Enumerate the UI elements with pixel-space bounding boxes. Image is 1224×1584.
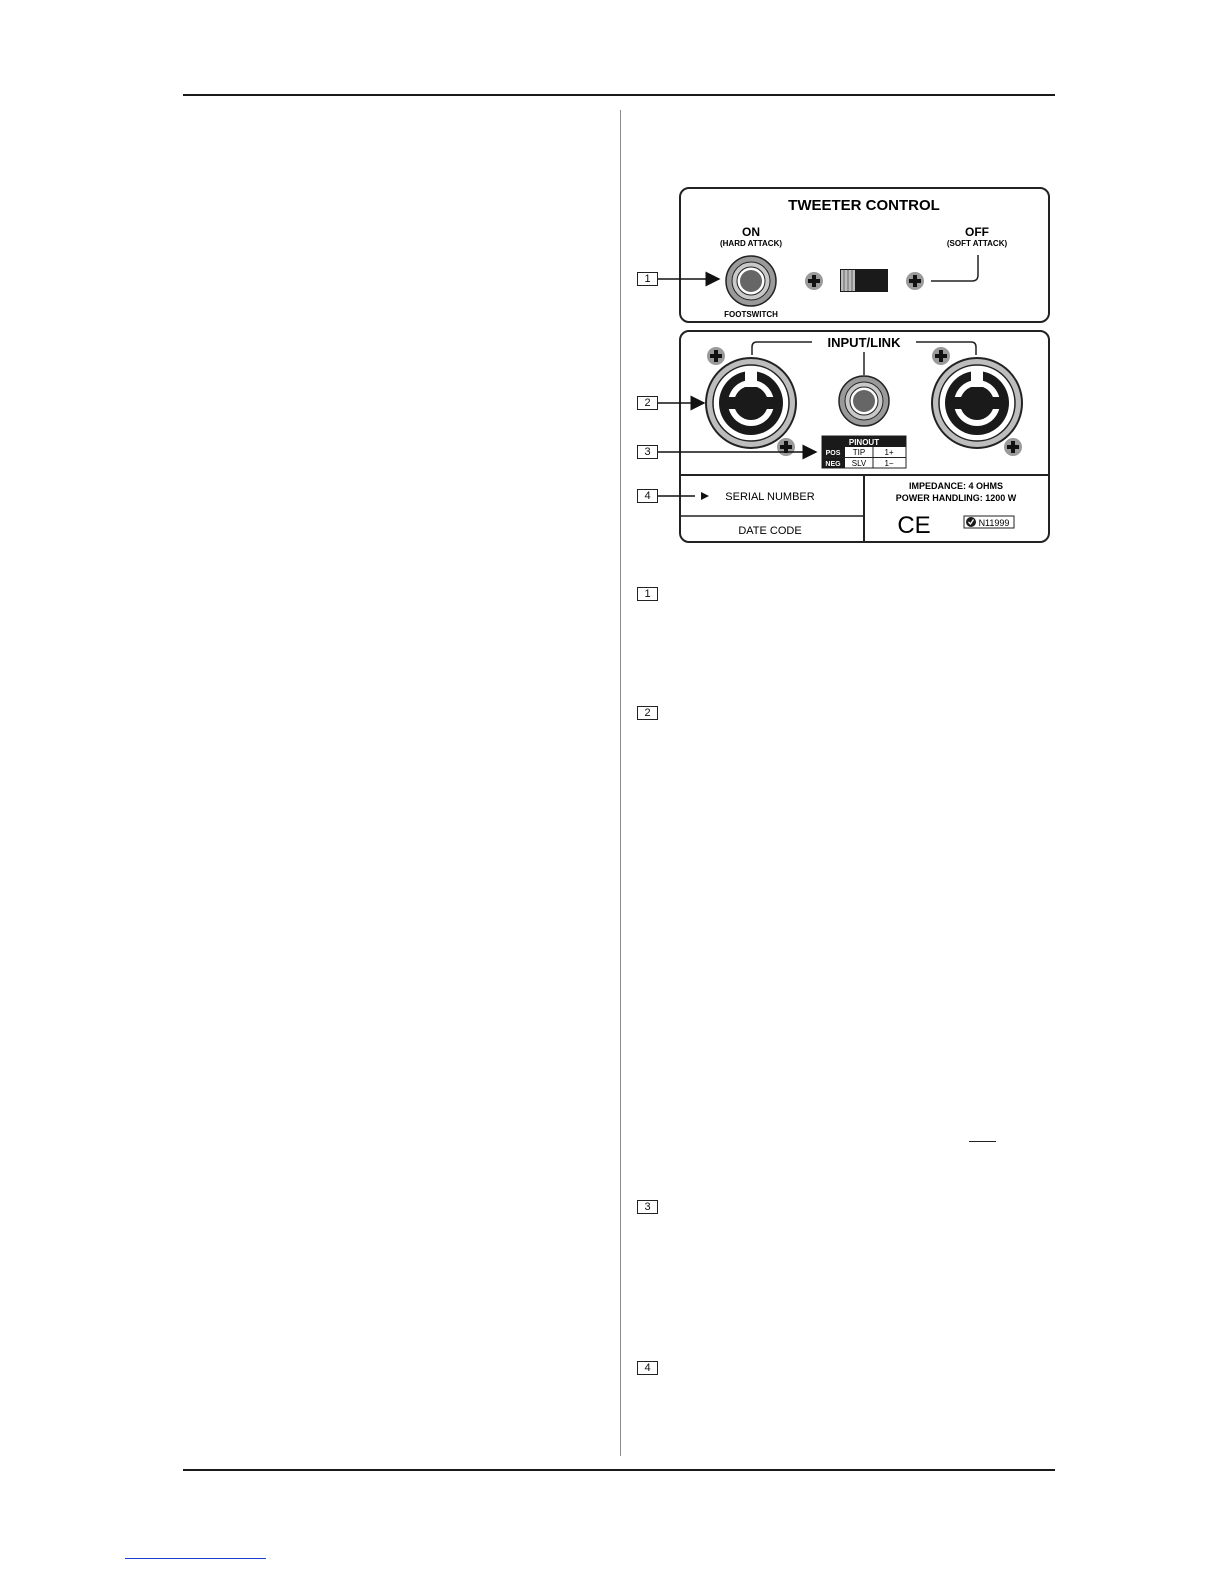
link-underline[interactable] <box>125 1558 266 1559</box>
on-sublabel: (HARD ATTACK) <box>719 239 783 248</box>
pinout-speakon-pos: 1+ <box>884 448 894 457</box>
pinout-table <box>822 436 906 468</box>
speakon-connector-icon <box>706 358 796 448</box>
callout-4-marker: 4 <box>637 489 658 503</box>
off-sublabel: (SOFT ATTACK) <box>946 239 1008 248</box>
footswitch-label: FOOTSWITCH <box>724 310 778 319</box>
legend-marker-4: 4 <box>637 1361 658 1375</box>
legend-marker-3: 3 <box>637 1200 658 1214</box>
input-link-label: INPUT/LINK <box>827 335 901 350</box>
screw-icon <box>932 347 950 365</box>
pinout-polarity-pos: POS <box>825 450 841 457</box>
callout-3-marker: 3 <box>637 445 658 459</box>
compliance-badge <box>964 516 1014 528</box>
ce-mark: CE <box>897 512 931 539</box>
input-jack-icon <box>839 376 889 426</box>
pinout-jack-pos: TIP <box>852 448 866 457</box>
pinout-header: PINOUT <box>848 438 880 447</box>
tweeter-title: TWEETER CONTROL <box>788 197 940 214</box>
date-code-label: DATE CODE <box>738 525 802 537</box>
power-handling-spec: POWER HANDLING: 1200 W <box>895 493 1017 503</box>
screw-icon <box>906 272 924 290</box>
serial-number-label: SERIAL NUMBER <box>725 491 815 503</box>
footswitch-jack-icon <box>726 256 776 306</box>
callout-2-marker: 2 <box>637 396 658 410</box>
compliance-code: N11999 <box>978 518 1010 528</box>
text-underline-mark <box>969 1141 996 1142</box>
legend-marker-2: 2 <box>637 706 658 720</box>
off-label: OFF <box>965 225 989 239</box>
speakon-connector-icon <box>932 358 1022 448</box>
pinout-polarity-neg: NEG <box>825 461 841 468</box>
legend-marker-1: 1 <box>637 587 658 601</box>
callout-1-marker: 1 <box>637 272 658 286</box>
check-circle-icon <box>966 517 976 527</box>
pinout-jack-neg: SLV <box>851 459 867 468</box>
on-label: ON <box>742 225 760 239</box>
impedance-spec: IMPEDANCE: 4 OHMS <box>908 481 1004 491</box>
screw-icon <box>707 347 725 365</box>
slide-switch-icon <box>840 269 888 292</box>
pinout-speakon-neg: 1− <box>884 459 894 468</box>
screw-icon <box>1004 438 1022 456</box>
screw-icon <box>777 438 795 456</box>
screw-icon <box>805 272 823 290</box>
